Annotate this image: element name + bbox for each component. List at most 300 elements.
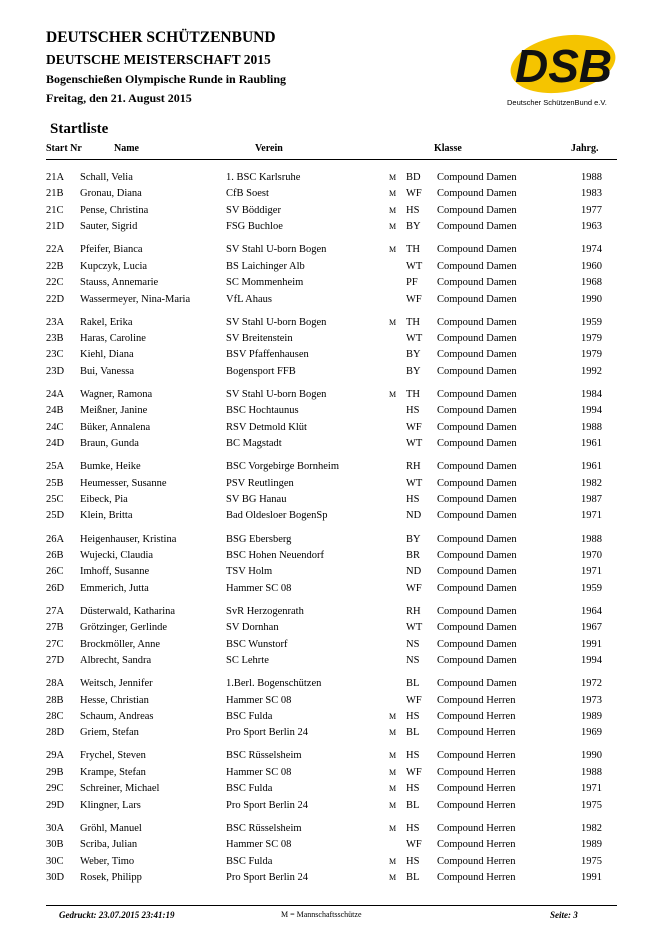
class-name: Compound Herren: [437, 727, 516, 739]
start-number: 28C: [46, 710, 64, 722]
athlete-name: Weitsch, Jennifer: [80, 678, 153, 690]
table-row: [0, 710, 665, 724]
athlete-name: Schreiner, Michael: [80, 783, 160, 795]
club-name: Bogensport FFB: [226, 365, 296, 377]
athlete-name: Klein, Britta: [80, 510, 133, 522]
birth-year: 1989: [581, 710, 602, 722]
state-code: NS: [406, 638, 420, 650]
birth-year: 1960: [581, 260, 602, 272]
birth-year: 1987: [581, 494, 602, 505]
state-code: PF: [406, 277, 418, 289]
start-number: 22B: [46, 260, 64, 272]
table-row: [0, 533, 665, 547]
state-code: WT: [406, 333, 423, 344]
athlete-name: Hesse, Christian: [80, 694, 149, 706]
birth-year: 1984: [581, 388, 602, 400]
footer-rule: [46, 905, 617, 906]
club-name: 1. BSC Karlsruhe: [226, 172, 301, 183]
team-marker: M: [389, 728, 397, 738]
birth-year: 1990: [581, 750, 602, 762]
start-number: 29D: [46, 799, 65, 811]
birth-year: 1991: [581, 638, 602, 650]
start-number: 26D: [46, 582, 65, 594]
start-number: 30D: [46, 871, 65, 883]
state-code: TH: [406, 388, 420, 400]
start-number: 29B: [46, 766, 64, 778]
start-number: 25B: [46, 477, 64, 489]
athlete-name: Weber, Timo: [80, 855, 135, 867]
state-code: HS: [406, 750, 420, 762]
start-number: 27D: [46, 655, 65, 666]
athlete-name: Meißner, Janine: [80, 405, 148, 417]
class-name: Compound Damen: [437, 533, 517, 545]
birth-year: 1982: [581, 477, 602, 489]
table-row: [0, 243, 665, 257]
club-name: SV Stahl U-born Bogen: [226, 388, 327, 400]
class-name: Compound Damen: [437, 365, 517, 377]
club-name: CfB Soest: [226, 188, 269, 200]
birth-year: 1971: [581, 783, 602, 795]
state-code: WF: [406, 188, 422, 200]
athlete-name: Schall, Velia: [80, 172, 133, 183]
club-name: Hammer SC 08: [226, 694, 292, 706]
start-number: 29C: [46, 783, 64, 795]
start-number: 26B: [46, 549, 64, 561]
birth-year: 1969: [581, 727, 602, 739]
state-code: RH: [406, 605, 421, 617]
table-row: [0, 582, 665, 596]
birth-year: 1961: [581, 461, 602, 473]
start-number: 25D: [46, 510, 65, 522]
club-name: SvR Herzogenrath: [226, 605, 304, 617]
club-name: Bad Oldesloer BogenSp: [226, 510, 328, 522]
state-code: WF: [406, 293, 422, 305]
club-name: Pro Sport Berlin 24: [226, 727, 308, 739]
state-code: HS: [406, 822, 420, 834]
table-row: [0, 404, 665, 418]
birth-year: 1991: [581, 871, 602, 883]
table-row: [0, 460, 665, 474]
athlete-name: Haras, Caroline: [80, 333, 146, 344]
club-name: BS Laichinger Alb: [226, 260, 305, 272]
club-name: SC Mommenheim: [226, 277, 304, 289]
class-name: Compound Herren: [437, 822, 516, 834]
birth-year: 1959: [581, 316, 602, 328]
club-name: SV Stahl U-born Bogen: [226, 316, 327, 328]
federation-title: DEUTSCHER SCHÜTZENBUND: [46, 29, 276, 46]
birth-year: 1975: [581, 855, 602, 867]
club-name: BSC Wunstorf: [226, 638, 288, 650]
team-marker: M: [389, 389, 397, 399]
athlete-name: Sauter, Sigrid: [80, 221, 138, 233]
table-row: [0, 316, 665, 330]
team-marker: M: [389, 872, 397, 882]
start-number: 21D: [46, 221, 65, 233]
club-name: Pro Sport Berlin 24: [226, 799, 308, 811]
table-row: [0, 822, 665, 836]
class-name: Compound Damen: [437, 277, 517, 289]
club-name: SC Lehrte: [226, 655, 269, 666]
page-number: Seite: 3: [550, 910, 578, 920]
birth-year: 1988: [581, 766, 602, 778]
class-name: Compound Damen: [437, 333, 517, 344]
state-code: BL: [406, 678, 420, 690]
col-header-name: Name: [114, 143, 139, 154]
club-name: TSV Holm: [226, 566, 273, 578]
birth-year: 1964: [581, 605, 602, 617]
athlete-name: Rosek, Philipp: [80, 871, 142, 883]
athlete-name: Rakel, Erika: [80, 316, 133, 328]
club-name: BSV Pfaffenhausen: [226, 349, 309, 361]
birth-year: 1983: [581, 188, 602, 200]
athlete-name: Büker, Annalena: [80, 421, 151, 433]
athlete-name: Krampe, Stefan: [80, 766, 146, 778]
state-code: HS: [406, 494, 420, 505]
club-name: Hammer SC 08: [226, 766, 292, 778]
birth-year: 1961: [581, 438, 602, 450]
start-number: 30C: [46, 855, 64, 867]
start-number: 25C: [46, 494, 64, 505]
table-row: [0, 187, 665, 201]
club-name: BSC Hohen Neuendorf: [226, 549, 324, 561]
class-name: Compound Damen: [437, 293, 517, 305]
state-code: WF: [406, 766, 422, 778]
table-row: [0, 260, 665, 274]
club-name: Pro Sport Berlin 24: [226, 871, 308, 883]
table-row: [0, 654, 665, 668]
athlete-name: Pfeifer, Bianca: [80, 244, 143, 256]
dsb-logo-icon: [507, 28, 617, 96]
class-name: Compound Herren: [437, 855, 516, 867]
table-row: [0, 332, 665, 346]
start-number: 28D: [46, 727, 65, 739]
col-header-verein: Verein: [255, 143, 283, 154]
footer-legend: M = Mannschaftsschütze: [281, 910, 362, 919]
athlete-name: Grötzinger, Gerlinde: [80, 622, 168, 634]
team-marker: M: [389, 205, 397, 215]
table-row: [0, 799, 665, 813]
logo-caption: Deutscher SchützenBund e.V.: [507, 98, 607, 107]
start-number: 26A: [46, 533, 65, 545]
start-number: 23D: [46, 365, 65, 377]
table-row: [0, 171, 665, 185]
state-code: WT: [406, 438, 423, 450]
header-rule: [46, 159, 617, 160]
class-name: Compound Damen: [437, 622, 517, 634]
table-row: [0, 421, 665, 435]
birth-year: 1979: [581, 349, 602, 361]
class-name: Compound Damen: [437, 461, 517, 473]
team-marker: M: [389, 222, 397, 232]
start-number: 22D: [46, 293, 65, 305]
class-name: Compound Herren: [437, 766, 516, 778]
class-name: Compound Damen: [437, 349, 517, 361]
athlete-name: Griem, Stefan: [80, 727, 139, 739]
club-name: SV Breitenstein: [226, 333, 293, 344]
athlete-name: Scriba, Julian: [80, 839, 138, 851]
team-marker: M: [389, 173, 397, 182]
start-number: 22A: [46, 244, 65, 256]
table-row: [0, 220, 665, 234]
athlete-name: Heigenhauser, Kristina: [80, 533, 177, 545]
club-name: SV BG Hanau: [226, 494, 287, 505]
club-name: BSG Ebersberg: [226, 533, 292, 545]
class-name: Compound Damen: [437, 582, 517, 594]
birth-year: 1982: [581, 822, 602, 834]
table-row: [0, 838, 665, 852]
athlete-name: Albrecht, Sandra: [80, 655, 152, 666]
start-number: 25A: [46, 461, 65, 473]
state-code: NS: [406, 655, 420, 666]
class-name: Compound Damen: [437, 678, 517, 690]
team-marker: M: [389, 784, 397, 794]
class-name: Compound Damen: [437, 388, 517, 400]
athlete-name: Bui, Vanessa: [80, 365, 135, 377]
start-number: 23C: [46, 349, 64, 361]
class-name: Compound Damen: [437, 638, 517, 650]
start-number: 23A: [46, 316, 65, 328]
table-row: [0, 638, 665, 652]
start-number: 28A: [46, 678, 65, 690]
state-code: HS: [406, 405, 420, 417]
event-subtitle: Bogenschießen Olympische Runde in Raubling: [46, 72, 287, 86]
club-name: BSC Fulda: [226, 855, 273, 867]
start-number: 27A: [46, 605, 65, 617]
table-row: [0, 348, 665, 362]
table-row: [0, 565, 665, 579]
club-name: BSC Rüsselsheim: [226, 822, 302, 834]
start-number: 23B: [46, 333, 64, 344]
athlete-name: Brockmöller, Anne: [80, 638, 161, 650]
table-row: [0, 549, 665, 563]
start-number: 24C: [46, 421, 64, 433]
state-code: WT: [406, 260, 423, 272]
birth-year: 1959: [581, 582, 602, 594]
start-number: 21B: [46, 188, 64, 200]
birth-year: 1974: [581, 244, 602, 256]
athlete-name: Schaum, Andreas: [80, 710, 154, 722]
team-marker: M: [389, 751, 397, 761]
birth-year: 1990: [581, 293, 602, 305]
dsb-logo: [507, 28, 617, 110]
class-name: Compound Damen: [437, 655, 517, 666]
section-title: Startliste: [50, 121, 109, 137]
team-marker: M: [389, 189, 397, 199]
start-number: 26C: [46, 566, 64, 578]
athlete-name: Wassermeyer, Nina-Maria: [80, 293, 191, 305]
team-marker: M: [389, 245, 397, 255]
athlete-name: Stauss, Annemarie: [80, 277, 159, 289]
class-name: Compound Damen: [437, 438, 517, 450]
team-marker: M: [389, 317, 397, 327]
start-number: 30A: [46, 822, 65, 834]
club-name: SV Stahl U-born Bogen: [226, 244, 327, 256]
state-code: ND: [406, 566, 422, 578]
team-marker: M: [389, 711, 397, 721]
class-name: Compound Herren: [437, 783, 516, 795]
start-number: 21A: [46, 172, 65, 183]
club-name: BSC Rüsselsheim: [226, 750, 302, 762]
class-name: Compound Damen: [437, 172, 517, 183]
class-name: Compound Damen: [437, 477, 517, 489]
team-marker: M: [389, 856, 397, 866]
logo-mark: DSB: [515, 40, 613, 92]
state-code: BL: [406, 799, 420, 811]
athlete-name: Gröhl, Manuel: [80, 822, 142, 834]
class-name: Compound Damen: [437, 405, 517, 417]
table-row: [0, 726, 665, 740]
birth-year: 1988: [581, 172, 602, 183]
club-name: 1.Berl. Bogenschützen: [226, 678, 322, 690]
birth-year: 1992: [581, 365, 602, 377]
table-row: [0, 276, 665, 290]
table-row: [0, 437, 665, 451]
class-name: Compound Herren: [437, 839, 516, 851]
start-number: 28B: [46, 694, 64, 706]
birth-year: 1971: [581, 566, 602, 578]
start-number: 24A: [46, 388, 65, 400]
table-row: [0, 621, 665, 635]
athlete-name: Bumke, Heike: [80, 461, 141, 473]
birth-year: 1975: [581, 799, 602, 811]
state-code: BY: [406, 221, 421, 233]
start-number: 29A: [46, 750, 65, 762]
table-row: [0, 694, 665, 708]
athlete-name: Gronau, Diana: [80, 188, 142, 200]
club-name: Hammer SC 08: [226, 839, 292, 851]
birth-year: 1967: [581, 622, 602, 634]
class-name: Compound Damen: [437, 221, 517, 233]
athlete-name: Düsterwald, Katharina: [80, 605, 176, 617]
class-name: Compound Damen: [437, 260, 517, 272]
class-name: Compound Damen: [437, 188, 517, 200]
table-row: [0, 204, 665, 218]
state-code: BY: [406, 533, 421, 545]
club-name: SV Böddiger: [226, 204, 281, 216]
start-number: 24B: [46, 405, 64, 417]
table-row: [0, 766, 665, 780]
class-name: Compound Herren: [437, 799, 516, 811]
class-name: Compound Damen: [437, 566, 517, 578]
table-row: [0, 509, 665, 523]
club-name: BSC Vorgebirge Bornheim: [226, 461, 339, 473]
state-code: BL: [406, 727, 420, 739]
state-code: BY: [406, 365, 421, 377]
athlete-name: Kiehl, Diana: [80, 349, 134, 361]
birth-year: 1973: [581, 694, 602, 706]
state-code: RH: [406, 461, 421, 473]
class-name: Compound Damen: [437, 549, 517, 561]
state-code: BY: [406, 349, 421, 361]
birth-year: 1968: [581, 277, 602, 289]
birth-year: 1994: [581, 655, 602, 666]
birth-year: 1972: [581, 678, 602, 690]
col-header-klasse: Klasse: [434, 143, 462, 154]
table-row: [0, 365, 665, 379]
club-name: PSV Reutlingen: [226, 477, 294, 489]
class-name: Compound Herren: [437, 694, 516, 706]
table-row: [0, 855, 665, 869]
club-name: VfL Ahaus: [226, 293, 272, 305]
birth-year: 1994: [581, 405, 602, 417]
start-number: 27C: [46, 638, 64, 650]
birth-year: 1977: [581, 204, 602, 216]
athlete-name: Imhoff, Susanne: [80, 566, 150, 578]
birth-year: 1971: [581, 510, 602, 522]
club-name: BSC Fulda: [226, 783, 273, 795]
club-name: Hammer SC 08: [226, 582, 292, 594]
state-code: HS: [406, 783, 420, 795]
class-name: Compound Herren: [437, 750, 516, 762]
class-name: Compound Damen: [437, 244, 517, 256]
birth-year: 1970: [581, 549, 602, 561]
club-name: FSG Buchloe: [226, 221, 283, 233]
class-name: Compound Herren: [437, 871, 516, 883]
club-name: BSC Hochtaunus: [226, 405, 299, 417]
state-code: WF: [406, 582, 422, 594]
class-name: Compound Damen: [437, 510, 517, 522]
table-row: [0, 477, 665, 491]
birth-year: 1979: [581, 333, 602, 344]
col-header-jahrgang: Jahrg.: [571, 143, 599, 154]
state-code: WT: [406, 622, 423, 634]
club-name: SV Dornhan: [226, 622, 279, 634]
class-name: Compound Damen: [437, 421, 517, 433]
athlete-name: Klingner, Lars: [80, 799, 141, 811]
athlete-name: Pense, Christina: [80, 204, 149, 216]
class-name: Compound Herren: [437, 710, 516, 722]
state-code: HS: [406, 710, 420, 722]
athlete-name: Wujecki, Claudia: [80, 549, 154, 561]
state-code: WF: [406, 839, 422, 851]
table-row: [0, 493, 665, 507]
table-row: [0, 605, 665, 619]
athlete-name: Braun, Gunda: [80, 438, 139, 450]
state-code: HS: [406, 204, 420, 216]
club-name: BC Magstadt: [226, 438, 282, 450]
table-row: [0, 388, 665, 402]
event-date: Freitag, den 21. August 2015: [46, 91, 192, 105]
start-number: 30B: [46, 839, 64, 851]
table-row: [0, 293, 665, 307]
championship-title: DEUTSCHE MEISTERSCHAFT 2015: [46, 52, 271, 67]
table-row: [0, 871, 665, 885]
athlete-name: Kupczyk, Lucia: [80, 260, 148, 272]
team-marker: M: [389, 823, 397, 833]
state-code: BD: [406, 172, 421, 183]
birth-year: 1963: [581, 221, 602, 233]
table-row: [0, 677, 665, 691]
athlete-name: Heumesser, Susanne: [80, 477, 167, 489]
start-number: 27B: [46, 622, 64, 634]
state-code: TH: [406, 316, 420, 328]
table-row: [0, 749, 665, 763]
start-number: 24D: [46, 438, 65, 450]
birth-year: 1988: [581, 533, 602, 545]
state-code: TH: [406, 244, 420, 256]
state-code: BL: [406, 871, 420, 883]
class-name: Compound Damen: [437, 316, 517, 328]
state-code: HS: [406, 855, 420, 867]
class-name: Compound Damen: [437, 605, 517, 617]
printed-timestamp: Gedruckt: 23.07.2015 23:41:19: [59, 910, 175, 920]
class-name: Compound Damen: [437, 494, 517, 505]
club-name: RSV Detmold Klüt: [226, 421, 307, 433]
state-code: WF: [406, 694, 422, 706]
state-code: WF: [406, 421, 422, 433]
state-code: BR: [406, 549, 421, 561]
birth-year: 1989: [581, 839, 602, 851]
